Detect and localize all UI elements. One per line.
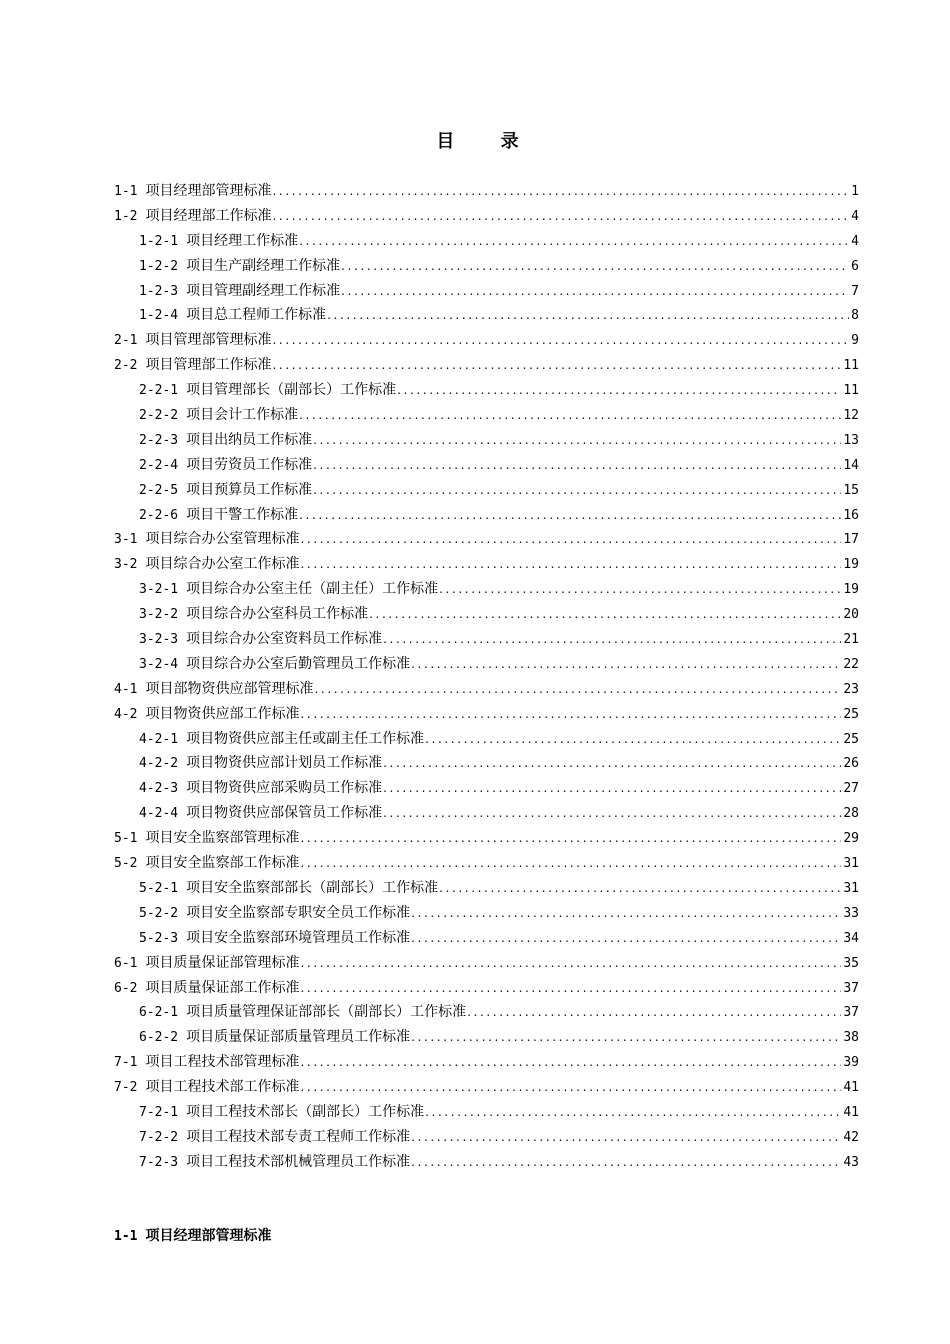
toc-entry-page-number: 37	[843, 1005, 859, 1021]
toc-entry-title: 项目经理工作标准	[186, 232, 299, 249]
toc-dot-leader	[314, 679, 841, 699]
toc-dot-leader	[300, 554, 841, 574]
toc-entry-number: 1-2	[114, 208, 138, 224]
toc-entry-title: 项目管理部工作标准	[145, 357, 272, 374]
toc-entry[interactable]	[114, 380, 859, 405]
toc-entry[interactable]	[114, 505, 859, 530]
toc-dot-leader	[300, 529, 841, 549]
toc-entry-page-number: 43	[843, 1154, 859, 1170]
toc-entry[interactable]	[114, 206, 859, 231]
toc-entry-number: 3-2-3	[139, 632, 179, 648]
toc-entry[interactable]	[114, 455, 859, 480]
toc-entry[interactable]	[114, 554, 859, 579]
toc-entry[interactable]	[114, 181, 859, 206]
section-number: 1-1	[114, 1229, 138, 1244]
toc-dot-leader	[299, 231, 849, 251]
toc-entry-title: 项目干警工作标准	[186, 506, 299, 523]
toc-entry-title: 项目经理部管理标准	[145, 183, 272, 199]
toc-entry-page-number: 19	[843, 557, 859, 573]
toc-entry[interactable]	[114, 355, 859, 380]
toc-entry-title: 项目质量管理保证部部长（副部长）工作标准	[186, 1004, 467, 1021]
toc-entry-number: 2-2-3	[139, 432, 179, 448]
toc-entry[interactable]	[114, 629, 859, 654]
toc-entry-page-number: 4	[851, 233, 859, 249]
toc-entry[interactable]	[114, 281, 859, 306]
toc-entry[interactable]	[114, 853, 859, 878]
toc-entry-number: 4-1	[114, 681, 138, 697]
toc-entry-number: 2-2-1	[139, 383, 179, 399]
toc-entry[interactable]	[114, 529, 859, 554]
toc-dot-leader	[439, 579, 841, 599]
toc-entry-title: 项目安全监察部管理标准	[145, 830, 300, 847]
toc-entry-number: 3-2	[114, 557, 138, 573]
toc-entry-title: 项目物资供应部主任或副主任工作标准	[186, 730, 425, 747]
toc-entry-page-number: 6	[851, 258, 859, 274]
toc-entry-page-number: 12	[843, 408, 859, 424]
toc-entry-title: 项目工程技术部专责工程师工作标准	[186, 1128, 411, 1145]
toc-entry-number: 3-1	[114, 532, 138, 548]
toc-entry-title: 项目部物资供应部管理标准	[145, 680, 314, 697]
toc-dot-leader	[341, 281, 849, 301]
toc-entry-title: 项目管理部管理标准	[145, 332, 272, 349]
toc-dot-leader	[272, 206, 849, 226]
toc-dot-leader	[411, 928, 841, 948]
toc-entry[interactable]	[114, 231, 859, 256]
toc-entry-number: 2-2	[114, 358, 138, 374]
toc-entry-number: 3-2-2	[139, 607, 179, 623]
toc-entry-page-number: 14	[843, 457, 859, 473]
toc-entry-number: 2-2-6	[139, 507, 179, 523]
toc-entry[interactable]	[114, 878, 859, 903]
toc-dot-leader	[272, 330, 849, 350]
toc-entry-page-number: 25	[843, 731, 859, 747]
toc-dot-leader	[397, 380, 841, 400]
toc-entry[interactable]	[114, 928, 859, 953]
toc-dot-leader	[300, 828, 841, 848]
toc-entry-page-number: 8	[851, 308, 859, 324]
toc-entry-page-number: 16	[843, 507, 859, 523]
toc-entry[interactable]	[114, 330, 859, 355]
toc-dot-leader	[300, 953, 841, 973]
toc-entry-page-number: 38	[843, 1030, 859, 1046]
toc-entry-number: 4-2-4	[139, 806, 179, 822]
toc-entry-number: 1-1	[114, 184, 138, 199]
toc-entry-title: 项目会计工作标准	[186, 407, 299, 424]
toc-entry-page-number: 42	[843, 1129, 859, 1145]
toc-entry-number: 6-2-1	[139, 1005, 179, 1021]
toc-dot-leader	[313, 430, 841, 450]
toc-entry[interactable]	[114, 978, 859, 1003]
toc-entry-page-number: 27	[843, 781, 859, 797]
toc-dot-leader	[313, 480, 841, 500]
toc-entry-number: 5-2-3	[139, 930, 179, 946]
toc-dot-leader	[300, 1052, 841, 1072]
toc-entry-title: 项目管理副经理工作标准	[186, 282, 341, 299]
section-heading	[114, 1226, 271, 1247]
toc-entry-page-number: 39	[843, 1055, 859, 1071]
toc-dot-leader	[341, 256, 849, 276]
toc-entry-title: 项目综合办公室资料员工作标准	[186, 631, 383, 648]
toc-entry-page-number: 33	[843, 905, 859, 921]
table-of-contents	[114, 181, 859, 1177]
toc-entry[interactable]	[114, 1152, 859, 1177]
toc-entry[interactable]	[114, 803, 859, 828]
toc-entry-number: 1-2-1	[139, 233, 179, 249]
toc-entry-number: 4-2-3	[139, 781, 179, 797]
toc-entry-number: 3-2-1	[139, 582, 179, 598]
toc-entry-page-number: 41	[843, 1104, 859, 1120]
toc-dot-leader	[383, 629, 841, 649]
toc-entry-title: 项目综合办公室管理标准	[145, 531, 300, 548]
toc-entry-title: 项目工程技术部管理标准	[145, 1054, 300, 1071]
toc-entry-title: 项目综合办公室工作标准	[145, 556, 300, 573]
toc-entry-page-number: 34	[843, 930, 859, 946]
toc-entry[interactable]	[114, 1052, 859, 1077]
toc-entry-title: 项目质量保证部管理标准	[145, 954, 300, 971]
toc-entry[interactable]	[114, 828, 859, 853]
toc-entry-number: 2-2-2	[139, 408, 179, 424]
toc-entry-title: 项目总工程师工作标准	[186, 307, 327, 324]
toc-entry[interactable]	[114, 256, 859, 281]
toc-entry-number: 6-1	[114, 955, 138, 971]
toc-entry-page-number: 13	[843, 432, 859, 448]
toc-entry-number: 5-2	[114, 856, 138, 872]
toc-entry[interactable]	[114, 729, 859, 754]
toc-entry-title: 项目管理部长（副部长）工作标准	[186, 382, 397, 399]
toc-entry[interactable]	[114, 679, 859, 704]
toc-entry-page-number: 21	[843, 632, 859, 648]
section-title: 项目经理部管理标准	[145, 1228, 272, 1244]
toc-entry[interactable]	[114, 430, 859, 455]
toc-entry-page-number: 35	[843, 955, 859, 971]
toc-entry-number: 5-2-2	[139, 905, 179, 921]
toc-entry-number: 2-1	[114, 333, 138, 349]
toc-entry[interactable]	[114, 778, 859, 803]
toc-entry-title: 项目劳资员工作标准	[186, 456, 313, 473]
toc-entry-title: 项目预算员工作标准	[186, 481, 313, 498]
toc-dot-leader	[411, 654, 841, 674]
toc-entry-page-number: 11	[843, 383, 859, 399]
toc-entry-page-number: 25	[843, 706, 859, 722]
toc-entry-page-number: 41	[843, 1080, 859, 1096]
toc-entry-number: 6-2-2	[139, 1030, 179, 1046]
toc-entry[interactable]	[114, 753, 859, 778]
toc-dot-leader	[383, 753, 841, 773]
toc-dot-leader	[411, 903, 841, 923]
toc-entry-title: 项目生产副经理工作标准	[186, 257, 341, 274]
toc-entry-number: 1-2-3	[139, 283, 179, 299]
toc-entry-title: 项目安全监察部专职安全员工作标准	[186, 904, 411, 921]
toc-entry-page-number: 17	[843, 532, 859, 548]
toc-dot-leader	[411, 1152, 841, 1172]
toc-dot-leader	[369, 604, 841, 624]
toc-entry-title: 项目出纳员工作标准	[186, 431, 313, 448]
toc-entry[interactable]	[114, 704, 859, 729]
toc-entry-title: 项目质量保证部工作标准	[145, 979, 300, 996]
toc-entry-page-number: 19	[843, 582, 859, 598]
toc-entry[interactable]	[114, 953, 859, 978]
toc-entry-page-number: 23	[843, 681, 859, 697]
toc-entry[interactable]	[114, 480, 859, 505]
toc-entry-title: 项目经理部工作标准	[145, 207, 272, 224]
toc-dot-leader	[300, 1077, 841, 1097]
toc-entry-title: 项目安全监察部部长（副部长）工作标准	[186, 879, 439, 896]
toc-entry[interactable]	[114, 654, 859, 679]
toc-entry-page-number: 37	[843, 980, 859, 996]
toc-dot-leader	[411, 1027, 841, 1047]
toc-entry-page-number: 9	[851, 333, 859, 349]
toc-entry-number: 7-2	[114, 1080, 138, 1096]
toc-dot-leader	[272, 181, 849, 201]
toc-dot-leader	[327, 305, 849, 325]
toc-entry-title: 项目物资供应部计划员工作标准	[186, 755, 383, 772]
toc-entry[interactable]	[114, 1077, 859, 1102]
toc-dot-leader	[299, 505, 841, 525]
toc-entry-page-number: 31	[843, 856, 859, 872]
toc-entry[interactable]	[114, 305, 859, 330]
toc-dot-leader	[425, 729, 841, 749]
toc-entry-number: 3-2-4	[139, 656, 179, 672]
toc-entry-title: 项目工程技术部工作标准	[145, 1079, 300, 1096]
toc-entry-number: 1-2-4	[139, 308, 179, 324]
toc-dot-leader	[383, 778, 841, 798]
toc-entry-page-number: 15	[843, 482, 859, 498]
toc-entry-number: 1-2-2	[139, 258, 179, 274]
toc-entry[interactable]	[114, 1102, 859, 1127]
toc-entry-number: 4-2-1	[139, 731, 179, 747]
toc-dot-leader	[300, 978, 841, 998]
toc-entry-page-number: 7	[851, 283, 859, 299]
toc-entry-page-number: 28	[843, 806, 859, 822]
toc-entry-number: 2-2-5	[139, 482, 179, 498]
toc-dot-leader	[439, 878, 841, 898]
toc-entry-number: 7-1	[114, 1055, 138, 1071]
toc-entry-page-number: 20	[843, 607, 859, 623]
toc-entry-number: 4-2	[114, 706, 138, 722]
toc-entry-number: 4-2-2	[139, 756, 179, 772]
toc-entry[interactable]	[114, 903, 859, 928]
toc-entry-title: 项目综合办公室主任（副主任）工作标准	[186, 581, 439, 598]
toc-dot-leader	[383, 803, 841, 823]
toc-entry-number: 5-2-1	[139, 880, 179, 896]
toc-dot-leader	[411, 1127, 841, 1147]
toc-entry-number: 7-2-3	[139, 1154, 179, 1170]
toc-dot-leader	[425, 1102, 841, 1122]
toc-entry-title: 项目质量保证部质量管理员工作标准	[186, 1029, 411, 1046]
toc-entry-page-number: 31	[843, 880, 859, 896]
toc-dot-leader	[272, 355, 841, 375]
toc-entry-title: 项目物资供应部工作标准	[145, 705, 300, 722]
toc-entry-title: 项目安全监察部环境管理员工作标准	[186, 929, 411, 946]
toc-entry[interactable]	[114, 405, 859, 430]
toc-dot-leader	[300, 853, 841, 873]
toc-entry-title: 项目工程技术部机械管理员工作标准	[186, 1153, 411, 1170]
toc-entry-page-number: 1	[851, 184, 859, 199]
toc-entry-title: 项目物资供应部采购员工作标准	[186, 780, 383, 797]
toc-entry-number: 5-1	[114, 831, 138, 847]
toc-entry-page-number: 22	[843, 656, 859, 672]
toc-entry-title: 项目综合办公室科员工作标准	[186, 606, 369, 623]
toc-dot-leader	[300, 704, 841, 724]
toc-entry-number: 6-2	[114, 980, 138, 996]
toc-entry-title: 项目安全监察部工作标准	[145, 855, 300, 872]
toc-title: 目 录	[436, 131, 539, 152]
toc-entry-title: 项目工程技术部长（副部长）工作标准	[186, 1103, 425, 1120]
toc-entry-title: 项目综合办公室后勤管理员工作标准	[186, 655, 411, 672]
toc-dot-leader	[467, 1002, 841, 1022]
toc-entry-page-number: 4	[851, 208, 859, 224]
toc-entry[interactable]	[114, 1027, 859, 1052]
toc-entry-number: 7-2-2	[139, 1129, 179, 1145]
toc-entry[interactable]	[114, 1002, 859, 1027]
toc-entry[interactable]	[114, 579, 859, 604]
toc-entry-page-number: 11	[843, 358, 859, 374]
toc-entry-number: 2-2-4	[139, 457, 179, 473]
toc-entry-page-number: 26	[843, 756, 859, 772]
toc-entry[interactable]	[114, 604, 859, 629]
toc-entry-title: 项目物资供应部保管员工作标准	[186, 805, 383, 822]
toc-entry-number: 7-2-1	[139, 1104, 179, 1120]
toc-dot-leader	[299, 405, 841, 425]
toc-dot-leader	[313, 455, 841, 475]
toc-entry-page-number: 29	[843, 831, 859, 847]
toc-entry[interactable]	[114, 1127, 859, 1152]
